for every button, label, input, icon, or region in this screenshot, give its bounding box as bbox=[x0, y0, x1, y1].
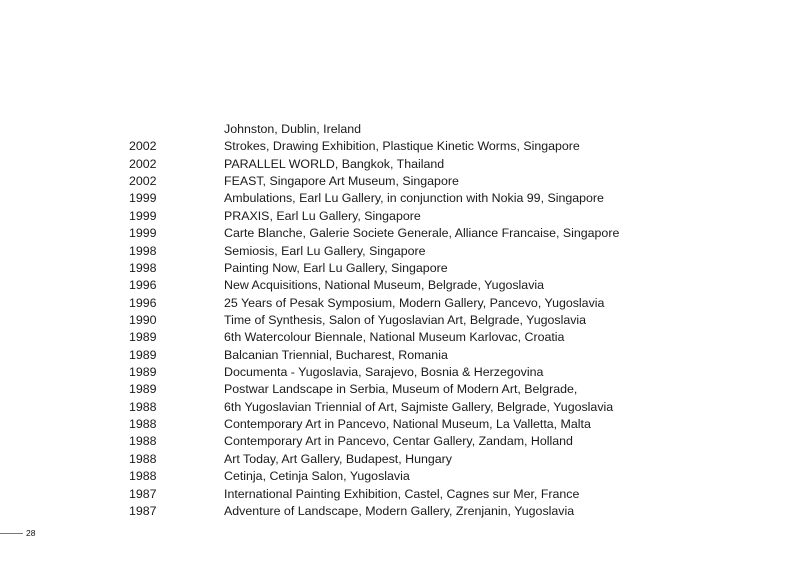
exhibition-entry: Balcanian Triennial, Bucharest, Romania bbox=[224, 347, 448, 362]
exhibition-row bbox=[0, 364, 790, 381]
exhibition-year: 2002 bbox=[129, 156, 157, 171]
exhibition-year: 2002 bbox=[129, 174, 157, 189]
exhibition-year: 1988 bbox=[129, 469, 157, 484]
exhibition-entry: 25 Years of Pesak Symposium, Modern Gallery, Pancevo, Yugoslavia bbox=[224, 295, 605, 310]
exhibition-entry: 6th Yugoslavian Triennial of Art, Sajmiste Gallery, Belgrade, Yugoslavia bbox=[224, 399, 614, 414]
exhibition-year: 1998 bbox=[129, 260, 157, 275]
exhibition-entry: Postwar Landscape in Serbia, Museum of Modern Art, Belgrade, bbox=[224, 382, 578, 397]
exhibition-year: 2002 bbox=[129, 139, 157, 154]
exhibition-row bbox=[0, 225, 790, 242]
exhibition-entry: Adventure of Landscape, Modern Gallery, Zrenjanin, Yugoslavia bbox=[224, 503, 575, 518]
exhibition-row bbox=[0, 399, 790, 416]
exhibition-row bbox=[0, 416, 790, 433]
exhibition-row bbox=[0, 243, 790, 260]
exhibition-entry: Time of Synthesis, Salon of Yugoslavian Art, Belgrade, Yugoslavia bbox=[224, 312, 587, 327]
exhibition-row bbox=[0, 312, 790, 329]
exhibition-row bbox=[0, 503, 790, 520]
exhibition-entry: Strokes, Drawing Exhibition, Plastique Kinetic Worms, Singapore bbox=[224, 139, 580, 154]
exhibition-year: 1988 bbox=[129, 417, 157, 432]
exhibition-entry: FEAST, Singapore Art Museum, Singapore bbox=[224, 174, 459, 189]
exhibition-row bbox=[0, 173, 790, 190]
footer-rule bbox=[0, 533, 23, 534]
exhibition-year: 1987 bbox=[129, 503, 157, 518]
exhibition-year: 1998 bbox=[129, 243, 157, 258]
exhibition-row bbox=[0, 260, 790, 277]
exhibition-row bbox=[0, 138, 790, 155]
exhibition-year: 1989 bbox=[129, 365, 157, 380]
exhibition-row bbox=[0, 190, 790, 207]
exhibition-year: 1996 bbox=[129, 278, 157, 293]
exhibition-row bbox=[0, 329, 790, 346]
exhibition-year: 1988 bbox=[129, 451, 157, 466]
exhibition-year: 1989 bbox=[129, 330, 157, 345]
exhibition-entry: PRAXIS, Earl Lu Gallery, Singapore bbox=[224, 208, 421, 223]
exhibition-entry: Contemporary Art in Pancevo, National Museum, La Valletta, Malta bbox=[224, 417, 591, 432]
exhibition-entry: Carte Blanche, Galerie Societe Generale, Alliance Francaise, Singapore bbox=[224, 226, 620, 241]
exhibition-entry: Painting Now, Earl Lu Gallery, Singapore bbox=[224, 260, 448, 275]
exhibition-year: 1988 bbox=[129, 399, 157, 414]
exhibition-entry: Contemporary Art in Pancevo, Centar Gallery, Zandam, Holland bbox=[224, 434, 573, 449]
exhibition-row bbox=[0, 468, 790, 485]
exhibition-entry: Semiosis, Earl Lu Gallery, Singapore bbox=[224, 243, 426, 258]
exhibition-year: 1996 bbox=[129, 295, 157, 310]
exhibition-year: 1999 bbox=[129, 226, 157, 241]
exhibition-row bbox=[0, 295, 790, 312]
exhibition-row bbox=[0, 208, 790, 225]
exhibition-year: 1999 bbox=[129, 191, 157, 206]
exhibition-entry: Cetinja, Cetinja Salon, Yugoslavia bbox=[224, 469, 410, 484]
exhibition-year: 1988 bbox=[129, 434, 157, 449]
exhibition-year: 1989 bbox=[129, 347, 157, 362]
exhibition-entry: 6th Watercolour Biennale, National Museum Karlovac, Croatia bbox=[224, 330, 565, 345]
exhibition-row bbox=[0, 451, 790, 468]
exhibition-entry: New Acquisitions, National Museum, Belgrade, Yugoslavia bbox=[224, 278, 545, 293]
exhibition-row bbox=[0, 486, 790, 503]
exhibition-entry: Documenta - Yugoslavia, Sarajevo, Bosnia & Herzegovina bbox=[224, 365, 544, 380]
exhibition-row bbox=[0, 156, 790, 173]
exhibition-row bbox=[0, 347, 790, 364]
exhibition-row bbox=[0, 121, 790, 138]
exhibition-entry: Art Today, Art Gallery, Budapest, Hungary bbox=[224, 451, 452, 466]
page-number: 28 bbox=[26, 528, 36, 538]
exhibition-row bbox=[0, 277, 790, 294]
exhibition-year: 1990 bbox=[129, 312, 157, 327]
exhibition-year: 1989 bbox=[129, 382, 157, 397]
exhibition-entry: Ambulations, Earl Lu Gallery, in conjunction with Nokia 99, Singapore bbox=[224, 191, 604, 206]
exhibition-entry: Johnston, Dublin, Ireland bbox=[224, 122, 362, 136]
exhibition-year: 1999 bbox=[129, 208, 157, 223]
exhibition-row bbox=[0, 381, 790, 398]
exhibition-list bbox=[0, 121, 790, 520]
exhibition-row bbox=[0, 433, 790, 450]
exhibition-entry: International Painting Exhibition, Castel, Cagnes sur Mer, France bbox=[224, 486, 580, 501]
exhibition-entry: PARALLEL WORLD, Bangkok, Thailand bbox=[224, 156, 445, 171]
exhibition-year: 1987 bbox=[129, 486, 157, 501]
